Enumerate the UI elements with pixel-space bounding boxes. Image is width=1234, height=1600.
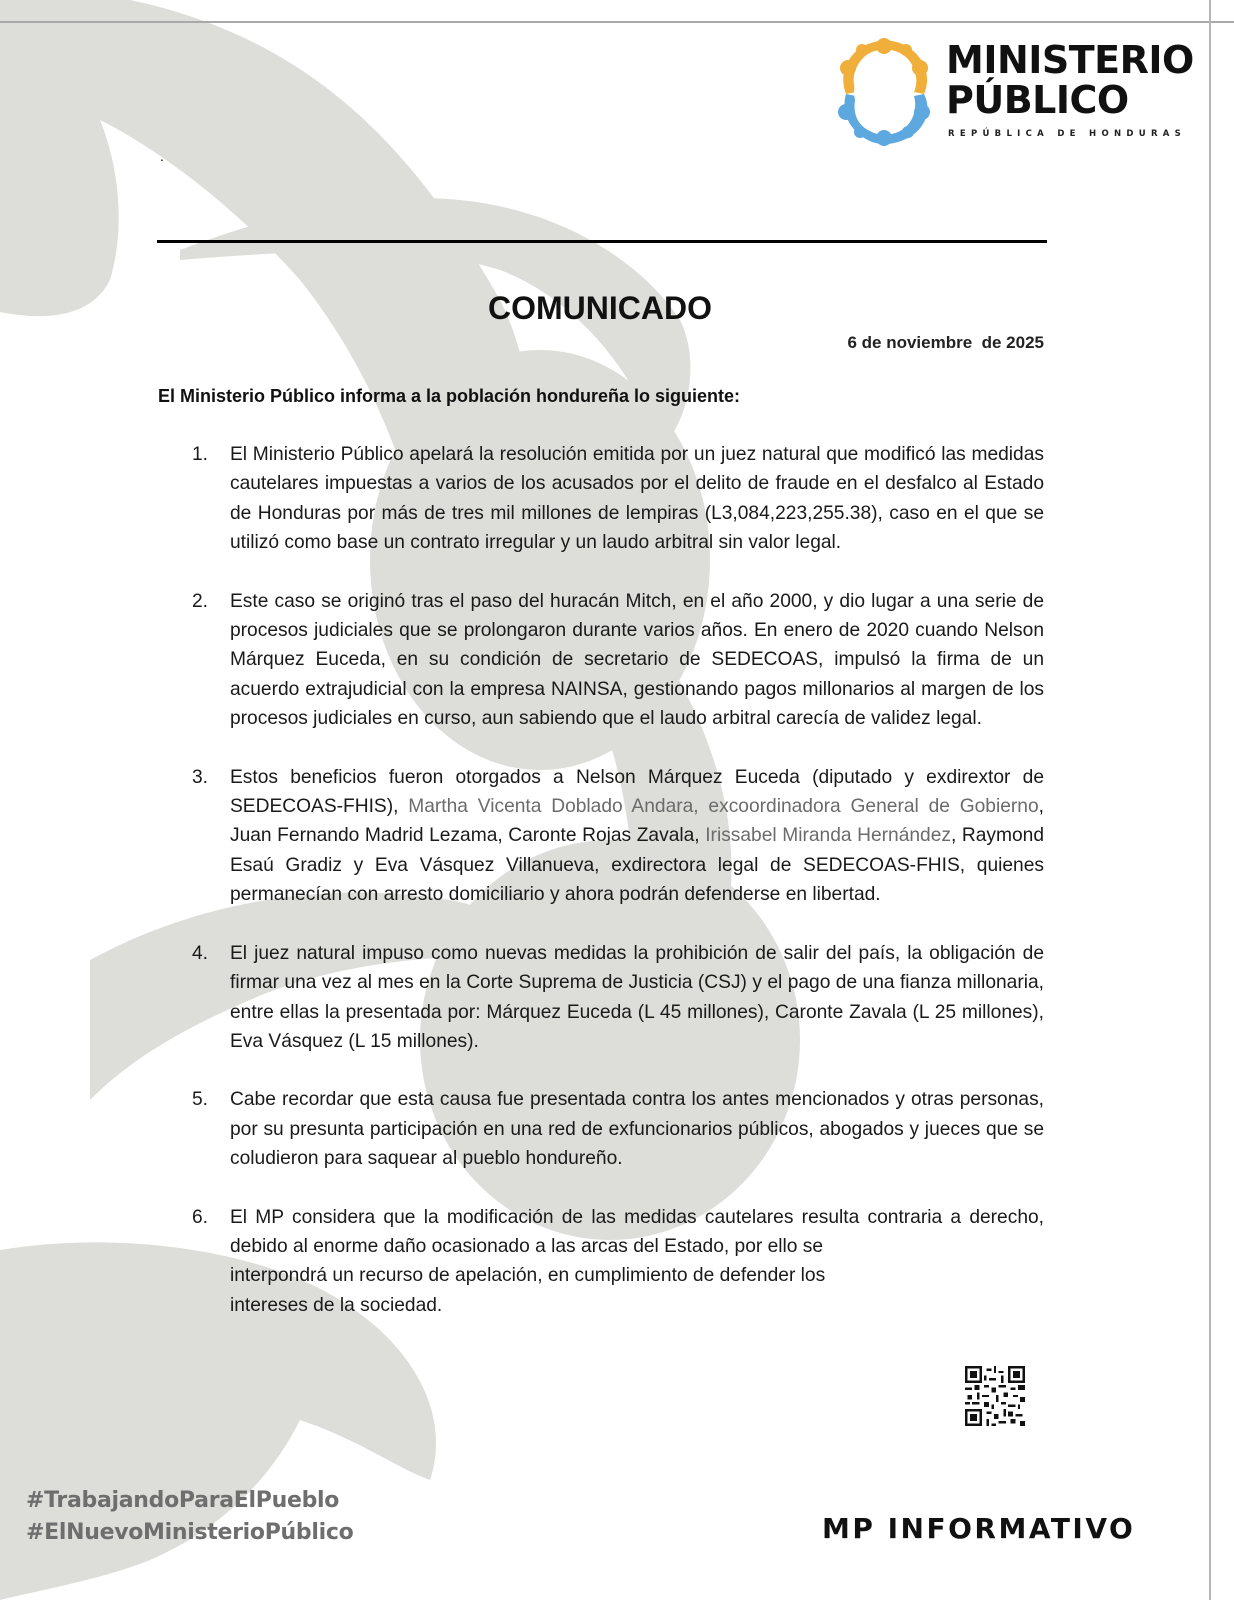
document-date: 6 de noviembre de 2025: [847, 333, 1044, 352]
item-text: Cabe recordar que esta causa fue presentada contra los antes mencionados y otras personas, por su presunta participación en una red de exfuncionarios públicos, abogados y jueces que se coludieron para saquear al pueblo hondureño.: [230, 1089, 1044, 1170]
list-item-1: [192, 440, 1044, 558]
item-text-segment: Estos beneficios fueron otorgados a Nelson Márquez Euceda (diputado y exdirextor de SEDECOAS-FHIS),: [230, 766, 1044, 818]
logo-title-line1: MINISTERIO: [946, 38, 1194, 82]
item-text: El Ministerio Público apelará la resolución emitida por un juez natural que modificó las medidas cautelares impuestas a varios de los acusados por el delito de fraude en el desfalco al Estado de Honduras por más de tres mil millones de lempiras (L3,084,223,255.38), caso en el que se utilizó como base un contrato irregular y un laudo arbitral sin valor legal.: [230, 444, 1044, 554]
statement-list: [192, 440, 1044, 1349]
people-circle-logo-icon: [826, 34, 941, 149]
item-text-segment-muted: Irissabel Miranda Hernández: [705, 825, 951, 847]
list-item-3: [192, 763, 1044, 910]
item-number: 3.: [192, 766, 209, 788]
item-text-segment: , Raymond Esaú Gradiz y Eva Vásquez Villanueva, exdirectora legal de SEDECOAS-FHIS, quienes permanecían con arresto domiciliario y ahora podrán defenderse en libertad.: [230, 825, 1045, 906]
item-number: 6.: [192, 1206, 209, 1228]
item-number: 2.: [192, 590, 209, 612]
logo-title-line2: PÚBLICO: [946, 78, 1129, 122]
item-text-line3: intereses de la sociedad.: [230, 1294, 443, 1316]
item-text: Este caso se originó tras el paso del huracán Mitch, en el año 2000, y dio lugar a una serie de procesos judiciales que se prolongaron durante varios años. En enero de 2020 cuando Nelson Márquez Euceda, en su condición de secretario de SEDECOAS, impulsó la firma de un acuerdo extrajudicial con la empresa NAINSA, gestionando pagos millonarios al margen de los procesos judiciales en curso, aun sabiendo que el laudo arbitral carecía de validez legal.: [230, 590, 1044, 730]
header-divider: [157, 240, 1047, 243]
logo-title: [946, 40, 1194, 120]
list-item-6: [192, 1203, 1044, 1321]
footer-brand: MP INFORMATIVO: [822, 1512, 1136, 1545]
item-number: 5.: [192, 1089, 209, 1111]
document-intro: El Ministerio Público informa a la población hondureña lo siguiente:: [158, 386, 741, 406]
hashtag-nuevo-ministerio: #ElNuevoMinisterioPúblico: [26, 1520, 354, 1545]
ministerio-publico-logo: [826, 34, 1194, 150]
item-text-line2: interpondrá un recurso de apelación, en cumplimiento de defender los: [230, 1265, 826, 1287]
item-number: 4.: [192, 942, 209, 964]
footer-hashtags: [26, 1485, 353, 1549]
item-text-line1: El MP considera que la modificación de las medidas cautelares resulta contraria a derecho, debido al enorme daño ocasionado a las arcas del Estado, por ello se: [230, 1206, 1044, 1257]
item-number: 1.: [192, 444, 209, 465]
item-text: El juez natural impuso como nuevas medidas la prohibición de salir del país, la obligación de firmar una vez al mes en la Corte Suprema de Justicia (CSJ) y el pago de una fianza millonaria, entre ellas la presentada por: Márquez Euceda (L 45 millones), Caronte Zavala (L 25 millones), Eva Vásquez (L 15 millones).: [230, 942, 1044, 1052]
stray-mark: .: [160, 148, 164, 164]
qr-code-icon[interactable]: [965, 1366, 1025, 1426]
list-item-2: [192, 587, 1044, 734]
hashtag-trabajando: #TrabajandoParaElPueblo: [26, 1488, 340, 1513]
item-text-segment: , Juan Fernando Madrid Lezama, Caronte Rojas Zavala,: [230, 796, 1044, 847]
list-item-4: [192, 939, 1044, 1057]
logo-subtitle: REPÚBLICA DE HONDURAS: [948, 129, 1187, 139]
list-item-5: [192, 1085, 1044, 1173]
item-text-segment-muted: Martha Vicenta Doblado Andara, excoordinadora General de Gobierno: [408, 796, 1039, 818]
document-title: COMUNICADO: [488, 290, 712, 326]
